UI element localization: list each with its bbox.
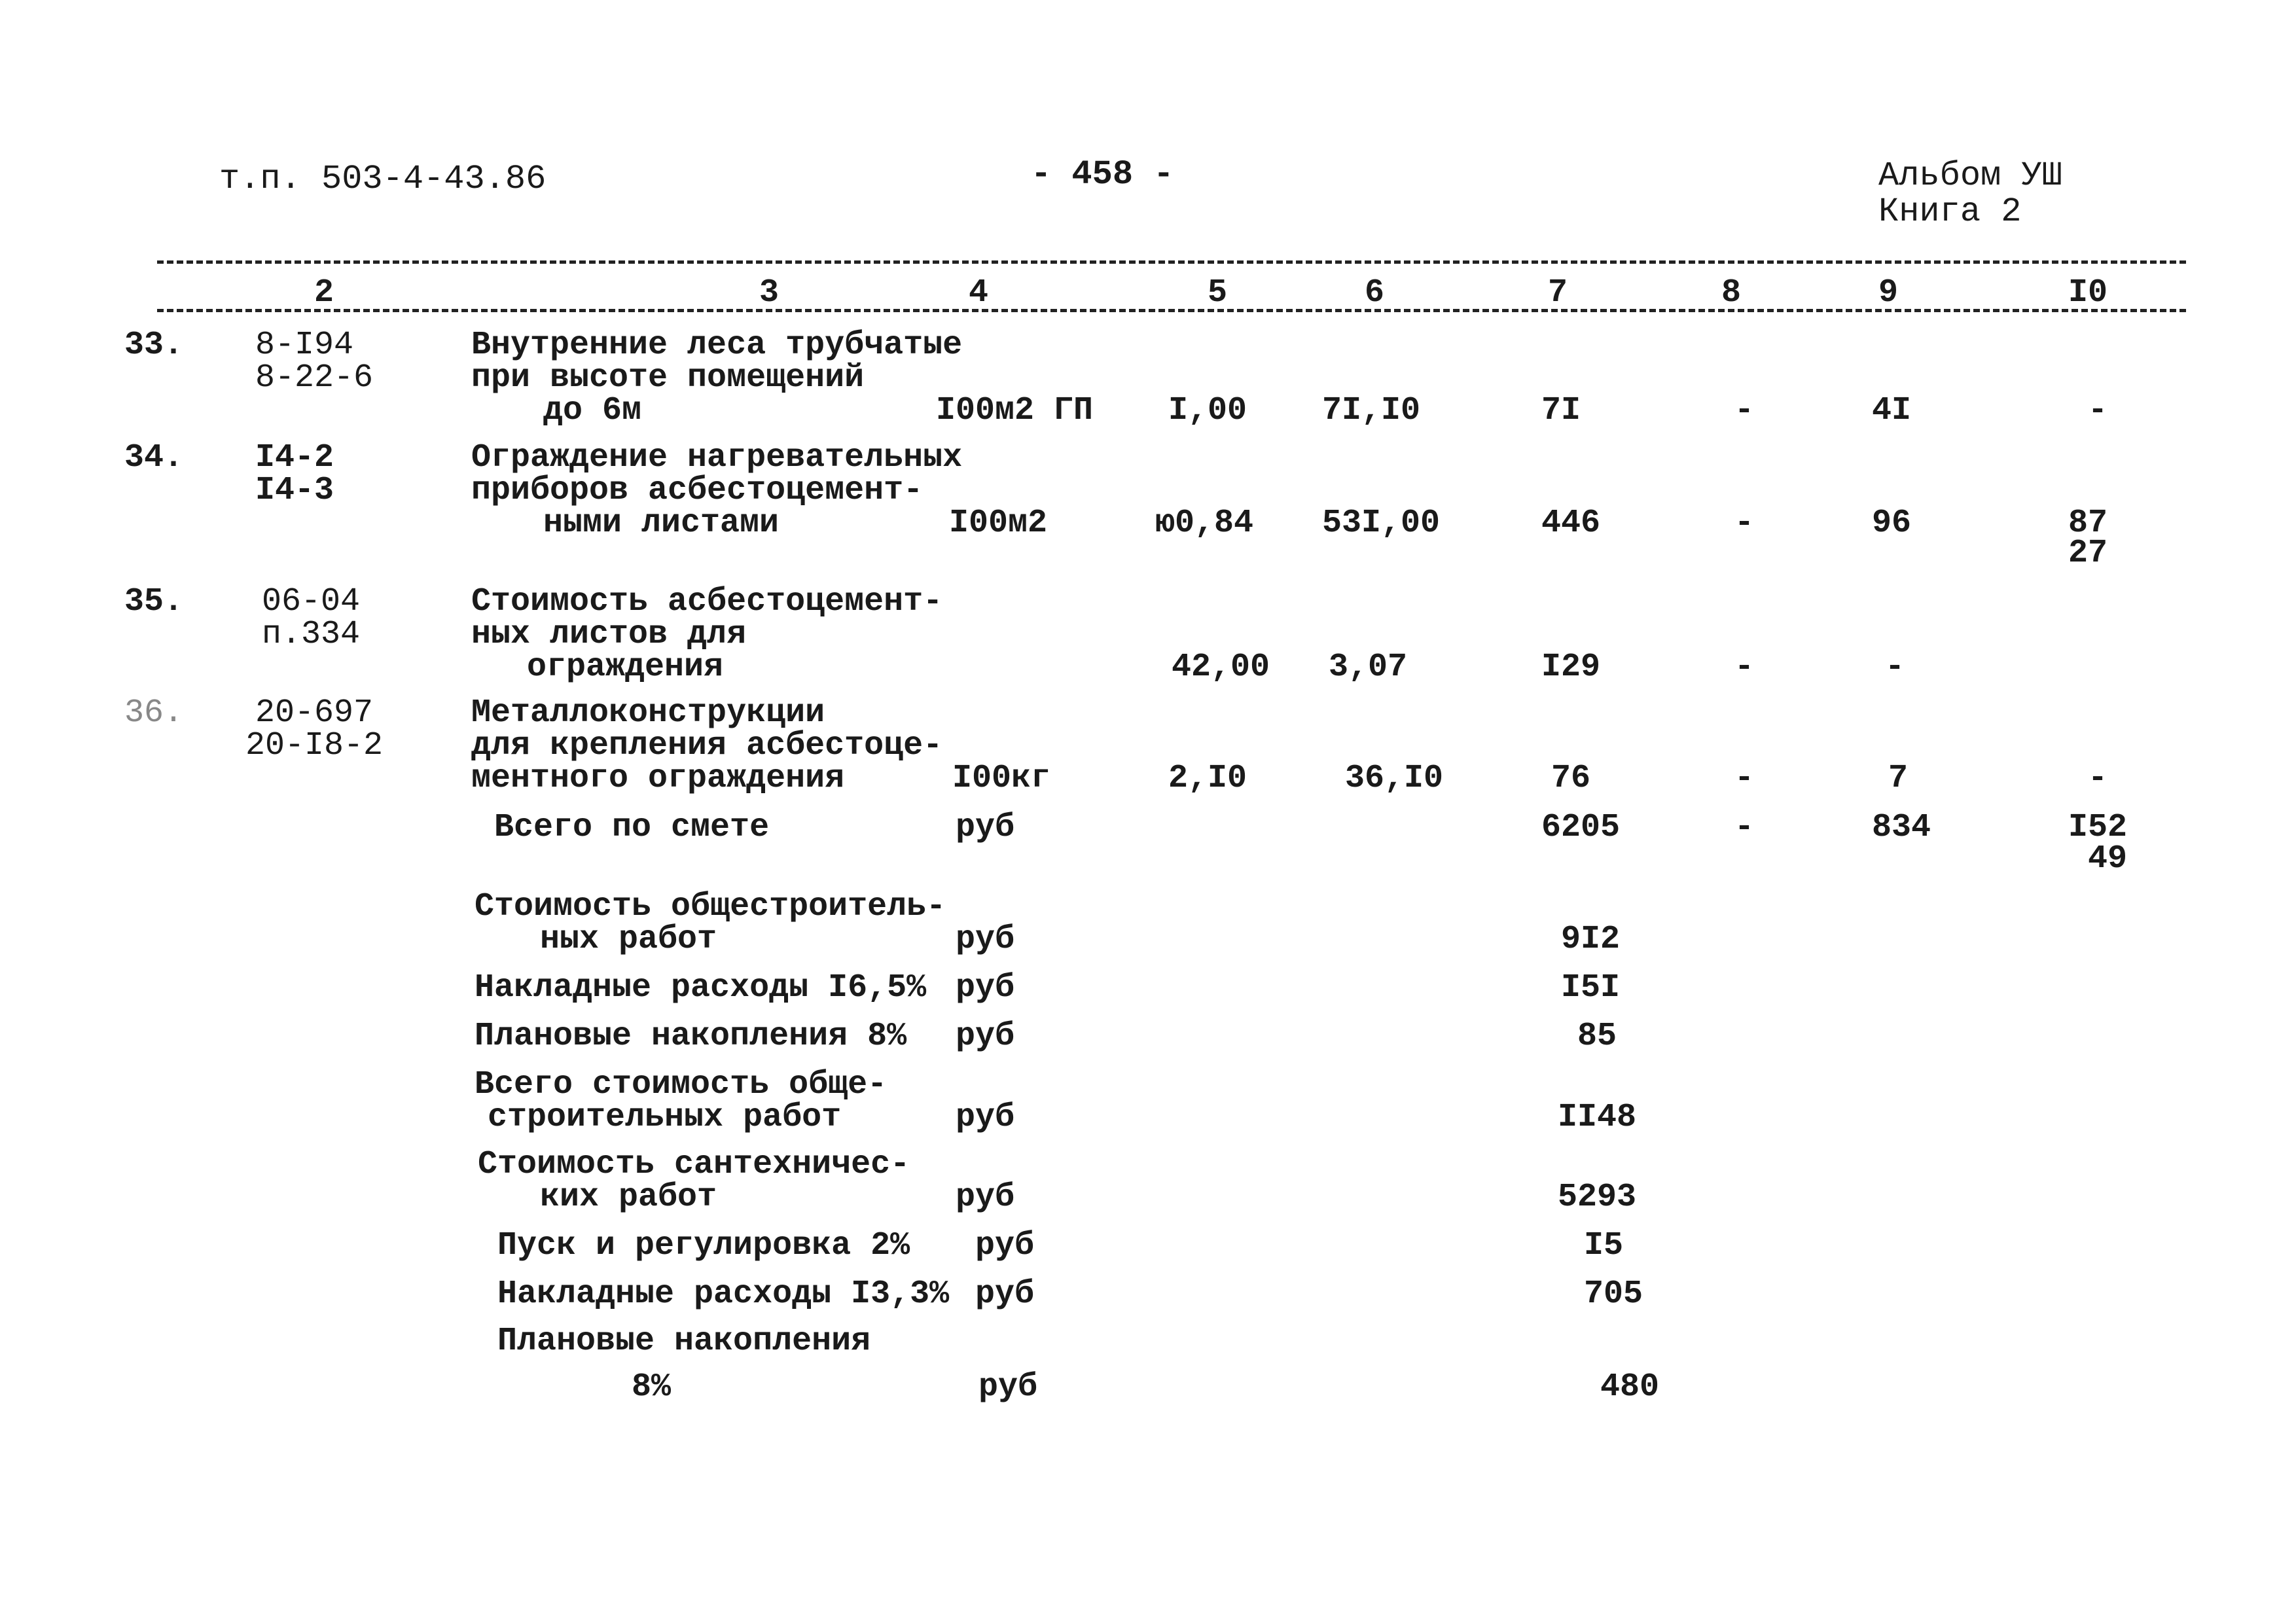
column-header-3: 3 (759, 274, 780, 312)
work-description: при высоте помещений (471, 359, 865, 397)
col7-cell: I29 (1541, 649, 1601, 686)
column-header-10: I0 (2068, 274, 2108, 312)
summary-unit: руб (956, 1179, 1015, 1216)
summary-value: 9I2 (1561, 921, 1621, 958)
summary-unit: руб (956, 1018, 1015, 1055)
norm-code: 8-I94 (255, 327, 354, 364)
row-number: 33. (124, 327, 184, 364)
column-header-8: 8 (1721, 274, 1742, 312)
col8-cell: - (1734, 760, 1755, 797)
column-header-7: 7 (1548, 274, 1568, 312)
col10-cell: 27 (2068, 535, 2108, 572)
norm-code: 8-22-6 (255, 359, 374, 397)
work-description: приборов асбестоцемент- (471, 472, 924, 509)
summary-label: 8% (632, 1368, 672, 1406)
col9-cell: 7 (1888, 760, 1909, 797)
summary-value: 85 (1577, 1018, 1617, 1055)
col9-cell: - (1885, 649, 1905, 686)
col7-cell: 446 (1541, 505, 1601, 542)
col6-cell: 53I,00 (1322, 505, 1441, 542)
unit-cell: I00м2 (949, 505, 1048, 542)
summary-unit: руб (956, 921, 1015, 958)
summary-label: ких работ (540, 1179, 717, 1216)
col8-cell: - (1734, 392, 1755, 429)
norm-code: п.334 (262, 616, 361, 653)
col9-cell: 96 (1872, 505, 1912, 542)
work-description: Стоимость асбестоцемент- (471, 583, 943, 620)
column-header-2: 2 (314, 274, 334, 312)
summary-unit: руб (956, 1099, 1015, 1136)
col7-cell: 76 (1551, 760, 1591, 797)
summary-unit: руб (956, 969, 1015, 1007)
col8-cell: - (1734, 505, 1755, 542)
col6-cell: 36,I0 (1345, 760, 1444, 797)
work-description: для крепления асбестоце- (471, 727, 943, 764)
norm-code: I4-3 (255, 472, 334, 509)
total-unit: руб (956, 809, 1015, 846)
summary-label: Плановые накопления 8% (475, 1018, 907, 1055)
summary-value: 705 (1584, 1275, 1643, 1313)
row-number: 36. (124, 694, 184, 732)
summary-unit: руб (975, 1275, 1035, 1313)
summary-unit: руб (975, 1227, 1035, 1264)
col5-cell: ю0,84 (1155, 505, 1254, 542)
col9-cell: 4I (1872, 392, 1912, 429)
summary-value: I5I (1561, 969, 1621, 1007)
col6-cell: 7I,I0 (1322, 392, 1421, 429)
column-header-6: 6 (1365, 274, 1385, 312)
summary-label: Всего стоимость обще- (475, 1066, 888, 1103)
summary-label: Накладные расходы I6,5% (475, 969, 927, 1007)
work-description: Внутренние леса трубчатые (471, 327, 963, 364)
header-rule-bottom (157, 309, 2186, 312)
unit-cell: I00кг (952, 760, 1051, 797)
row-number: 34. (124, 439, 184, 476)
col10-cell: - (2088, 760, 2108, 797)
book-label: Книга 2 (1878, 192, 2022, 231)
summary-unit: руб (978, 1368, 1038, 1406)
col10-cell: - (2088, 392, 2108, 429)
document-code: т.п. 503-4-43.86 (219, 160, 547, 198)
work-description: ных листов для (471, 616, 747, 653)
work-description: Металлоконструкции (471, 694, 825, 732)
summary-label: строительных работ (488, 1099, 842, 1136)
norm-code: 06-04 (262, 583, 361, 620)
summary-label: Стоимость сантехничес- (478, 1146, 910, 1183)
col8-cell: - (1734, 649, 1755, 686)
summary-label: Плановые накопления (497, 1323, 871, 1360)
total-col9: 834 (1872, 809, 1931, 846)
album-label: Альбом УШ (1878, 156, 2062, 195)
summary-value: 480 (1600, 1368, 1660, 1406)
row-number: 35. (124, 583, 184, 620)
col7-cell: 7I (1541, 392, 1581, 429)
total-col8: - (1734, 809, 1755, 846)
summary-label: ных работ (540, 921, 717, 958)
work-description: ными листами (543, 505, 780, 542)
norm-code: 20-697 (255, 694, 374, 732)
col5-cell: 42,00 (1172, 649, 1270, 686)
summary-label: Стоимость общестроитель- (475, 888, 946, 925)
column-header-5: 5 (1208, 274, 1228, 312)
total-col10: I52 (2068, 809, 2128, 846)
unit-cell: I00м2 ГП (936, 392, 1094, 429)
work-description: ментного ограждения (471, 760, 845, 797)
summary-value: I5 (1584, 1227, 1624, 1264)
work-description: до 6м (543, 392, 642, 429)
summary-value: 5293 (1558, 1179, 1637, 1216)
norm-code: I4-2 (255, 439, 334, 476)
column-header-9: 9 (1878, 274, 1899, 312)
col10-cell: 87 (2068, 505, 2108, 542)
col5-cell: 2,I0 (1168, 760, 1247, 797)
norm-code: 20-I8-2 (245, 727, 384, 764)
header-rule-top (157, 260, 2186, 264)
column-header-4: 4 (969, 274, 989, 312)
summary-value: II48 (1558, 1099, 1637, 1136)
total-col10: 49 (2088, 840, 2128, 878)
total-col7: 6205 (1541, 809, 1621, 846)
col6-cell: 3,07 (1329, 649, 1408, 686)
total-label: Всего по смете (494, 809, 770, 846)
work-description: ограждения (527, 649, 724, 686)
summary-label: Пуск и регулировка 2% (497, 1227, 910, 1264)
page-number: - 458 - (1031, 155, 1174, 194)
work-description: Ограждение нагревательных (471, 439, 963, 476)
col5-cell: I,00 (1168, 392, 1247, 429)
summary-label: Накладные расходы I3,3% (497, 1275, 950, 1313)
